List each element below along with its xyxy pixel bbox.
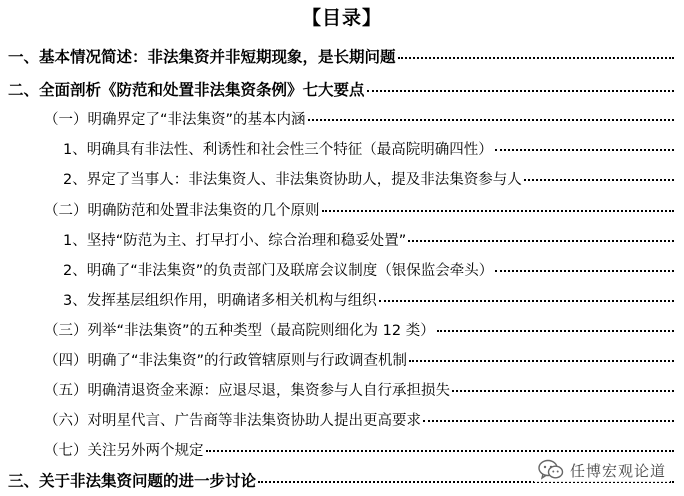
dot-leader (408, 240, 674, 242)
toc-entry-2-5[interactable] (44, 379, 674, 400)
toc-entry-2-1-1[interactable] (63, 138, 674, 159)
dot-leader (367, 90, 674, 92)
toc-entry-2-4[interactable] (44, 349, 674, 370)
dot-leader (524, 179, 674, 181)
toc-entry-2-7[interactable] (44, 439, 674, 460)
dot-leader (437, 330, 674, 332)
wechat-icon (538, 459, 564, 481)
toc-entry-2-1-2[interactable] (63, 168, 674, 189)
toc-entry-2-3[interactable] (44, 319, 674, 340)
toc-entry-text: 2、明确了“非法集资”的负责部门及联席会议制度（银保监会牵头） (63, 263, 494, 279)
dot-leader (398, 57, 674, 59)
toc-entry-text: 2、界定了当事人：非法集资人、非法集资协助人，提及非法集资参与人 (63, 172, 522, 188)
toc-entry-2-1[interactable] (44, 108, 674, 129)
toc-entry-text: 二、全面剖析《防范和处置非法集资条例》七大要点 (8, 81, 365, 99)
toc-entry-text: （五）明确清退资金来源：应退尽退，集资参与人自行承担损失 (44, 383, 450, 399)
watermark (534, 458, 670, 482)
toc-entry-1[interactable] (8, 45, 674, 67)
toc-entry-2[interactable] (8, 78, 674, 100)
toc-entry-text: 1、坚持“防范为主、打早打小、综合治理和稳妥处置” (63, 233, 407, 249)
toc-title: 【目录】 (301, 7, 382, 29)
toc-entry-2-6[interactable] (44, 409, 674, 430)
toc-entry-text: 3、发挥基层组织作用，明确诸多相关机构与组织 (63, 293, 377, 309)
dot-leader (308, 119, 674, 121)
toc-entry-text: 一、基本情况简述：非法集资并非短期现象，是长期问题 (8, 48, 396, 66)
toc-entry-text: （二）明确防范和处置非法集资的几个原则 (44, 203, 320, 219)
dot-leader (495, 270, 674, 272)
dot-leader (423, 420, 674, 422)
toc-entry-text: （一）明确界定了“非法集资”的基本内涵 (44, 112, 306, 128)
toc-entry-2-2[interactable] (44, 199, 674, 220)
toc-entry-text: （七）关注另外两个规定 (44, 443, 204, 459)
dot-leader (452, 390, 674, 392)
toc-entry-2-2-2[interactable] (63, 259, 674, 280)
dot-leader (379, 300, 674, 302)
toc-entry-text: （四）明确了“非法集资”的行政管辖原则与行政调查机制 (44, 353, 408, 369)
dot-leader (495, 149, 674, 151)
toc-entry-2-2-1[interactable] (63, 229, 674, 250)
dot-leader (206, 450, 675, 452)
dot-leader (322, 210, 675, 212)
dot-leader (409, 360, 674, 362)
toc-entry-text: 1、明确具有非法性、利诱性和社会性三个特征（最高院明确四性） (63, 142, 493, 158)
watermark-text: 任博宏观论道 (569, 461, 666, 480)
toc-entry-text: 三、关于非法集资问题的进一步讨论 (8, 472, 257, 490)
toc-entry-text: （三）列举“非法集资”的五种类型（最高院则细化为 12 类） (44, 323, 435, 339)
toc-entry-2-2-3[interactable] (63, 289, 674, 310)
toc-entry-text: （六）对明星代言、广告商等非法集资协助人提出更高要求 (44, 413, 421, 429)
